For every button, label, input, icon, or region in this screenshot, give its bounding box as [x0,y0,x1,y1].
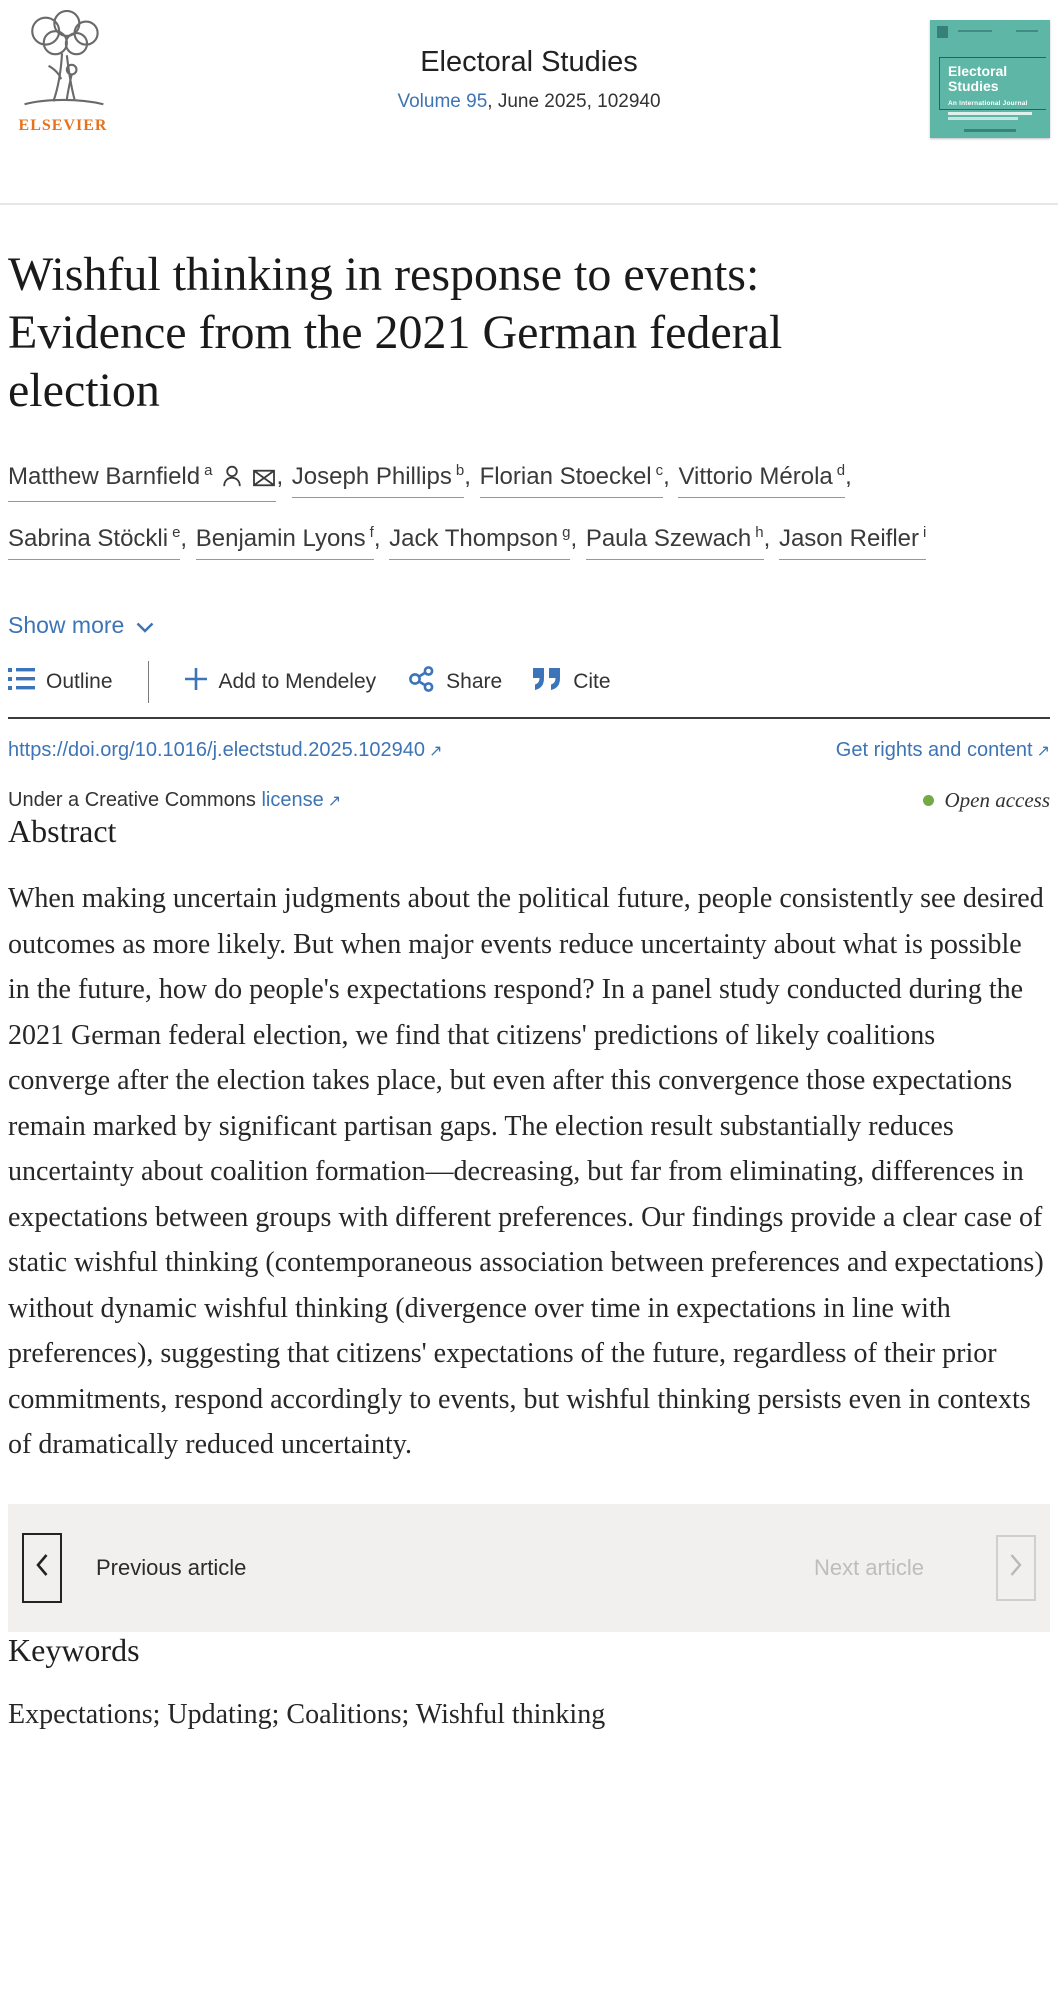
cover-top-text [958,30,992,32]
issue-date-text: , June 2025, 102940 [487,91,661,112]
external-link-icon: ↗ [327,793,342,810]
cite-button[interactable] [532,667,610,697]
person-icon[interactable] [221,467,243,494]
cover-subtitle: An International Journal [948,100,1028,107]
author-row-1: Matthew Barnfield $^a$ , Joseph Phillips $^b$, Florian Stoeckel $^c$, Vittorio Mérola $^d$, [8,454,1050,502]
cover-editors-line2 [948,117,1018,120]
toolbar-divider [148,661,149,703]
journal-info [0,0,1058,113]
outline-icon [8,667,35,697]
author-paula-szewach[interactable]: Paula Szewach $^h$ [586,516,764,560]
author-florian-stoeckel[interactable]: Florian Stoeckel $^c$ [480,454,664,498]
abstract-text: When making uncertain judgments about the political future, people consistently see desired outcomes as more likely. But when major events reduce uncertainty about what is possible in the future, how do people's expectations respond? In a panel study conducted during the 2021 German federal election, we find that citizens' predictions of likely coalitions converge after the election takes place, but even after this convergence those expectations remain marked by significant partisan gaps. The election result substantially reduces uncertainty about coalition formation—decreasing, but far from eliminating, differences in expectations between groups with different preferences. Our findings provide a clear case of static wishful thinking (contemporaneous association between preferences and expectations) without dynamic wishful thinking (divergence over time in expectations in line with preferences), suggesting that citizens' expectations of the future, regardless of their prior commitments, respond accordingly to events, but wishful thinking persists even in contexts of dramatically reduced uncertainty. [8,883,1044,1460]
external-link-icon: ↗ [1036,743,1050,760]
next-article-button-disabled [996,1535,1036,1601]
share-icon [408,666,435,698]
journal-issue-line [0,91,1058,113]
author-sabrina-stockli[interactable]: Sabrina Stöckli $^e$ [8,516,180,560]
article-toolbar [8,661,1050,703]
cover-editors-line [948,112,1032,115]
journal-title-link[interactable]: Electoral Studies [420,46,638,78]
open-access-label: Open access [944,788,1050,812]
keywords-list: Expectations; Updating; Coalitions; Wishful thinking [8,1698,606,1730]
mendeley-label: Add to Mendeley [218,670,377,693]
email-icon[interactable] [252,467,276,494]
outline-button[interactable] [8,667,113,697]
article-content [0,246,1058,1468]
cite-label: Cite [573,670,611,693]
abstract-heading: Abstract [8,813,117,849]
author-joseph-phillips[interactable]: Joseph Phillips $^b$ [292,454,464,498]
toolbar-bottom-divider [8,717,1050,719]
get-rights-link[interactable]: Get rights and content ↗ [835,739,1050,761]
author-row-2: Sabrina Stöckli $^e$, Benjamin Lyons $^f$, Jack Thompson $^g$, Paula Szewach $^h$, Jason Reifler $^i$ [8,516,1050,560]
cover-journal-title: Electoral Studies [948,63,1008,94]
cover-footer-text [964,129,1016,132]
author-list [8,454,1050,560]
journal-cover-thumbnail[interactable] [930,20,1050,138]
header-divider [0,203,1058,205]
chevron-left-icon [35,1553,49,1582]
author-vittorio-merola[interactable]: Vittorio Mérola $^d$ [678,454,845,498]
doi-link[interactable]: https://doi.org/10.1016/j.electstud.2025.102940 ↗ [8,739,443,761]
add-to-mendeley-button[interactable] [184,667,377,697]
author-matthew-barnfield[interactable]: Matthew Barnfield $^a$ [8,454,276,502]
article-title: Wishful thinking in response to events: Evidence from the 2021 German federal election [8,248,783,417]
share-button[interactable] [408,666,502,698]
elsevier-wordmark: ELSEVIER [18,117,108,134]
license-text: Under a Creative Commons license ↗ [8,789,342,811]
open-access-dot-icon [923,795,934,806]
share-label: Share [446,670,503,693]
author-jason-reifler[interactable]: Jason Reifler $^i$ [779,516,926,560]
license-link[interactable]: license ↗ [261,789,342,811]
next-article-label: Next article [813,1554,924,1580]
author-jack-thompson[interactable]: Jack Thompson $^g$ [389,516,570,560]
author-benjamin-lyons[interactable]: Benjamin Lyons $^f$ [196,516,374,560]
previous-article-label[interactable]: Previous article [96,1554,247,1580]
outline-label: Outline [46,670,113,693]
keywords-heading: Keywords [8,1631,140,1668]
show-more-button[interactable] [8,612,168,639]
chevron-down-icon [136,612,154,639]
external-link-icon: ↗ [428,743,443,760]
journal-header [0,0,1058,205]
cite-quote-icon [532,667,562,697]
show-more-label: Show more [8,612,125,638]
previous-article-button[interactable] [22,1533,62,1603]
cover-top-text-right [1016,30,1038,32]
chevron-right-icon [1009,1553,1023,1582]
volume-link[interactable]: Volume 95 [397,91,488,112]
article-pager [8,1504,1050,1632]
open-access-badge [923,788,1050,813]
plus-icon [184,667,208,697]
access-row [8,739,1050,762]
license-row [8,788,1050,813]
cover-publisher-mark [937,26,948,38]
keywords-section [0,1632,1058,1731]
